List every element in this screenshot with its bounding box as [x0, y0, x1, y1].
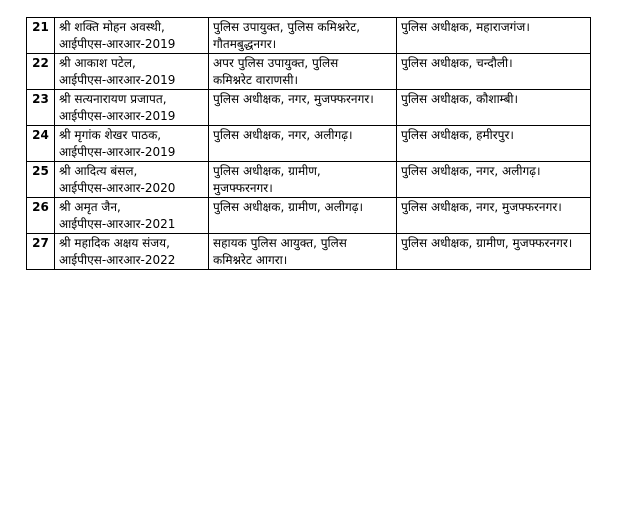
new-posting-line: पुलिस अधीक्षक, कौशाम्बी। — [401, 92, 519, 106]
officer-name: श्री शक्ति मोहन अवस्थी, — [59, 20, 165, 34]
serial-number-cell: 23 — [27, 90, 55, 126]
officer-name: श्री सत्यनारायण प्रजापत, — [59, 92, 167, 106]
officer-batch: आईपीएस-आरआर-2019 — [59, 73, 176, 87]
current-posting-line: पुलिस अधीक्षक, नगर, अलीगढ़। — [213, 128, 353, 142]
current-posting-line: पुलिस अधीक्षक, ग्रामीण, अलीगढ़। — [213, 200, 364, 214]
officer-cell — [55, 90, 209, 126]
transfer-table — [26, 17, 591, 270]
new-posting-line: पुलिस अधीक्षक, नगर, मुजफ्फरनगर। — [401, 200, 562, 214]
current-posting-cell — [209, 162, 397, 198]
officer-batch: आईपीएस-आरआर-2019 — [59, 145, 176, 159]
current-posting-cell — [209, 54, 397, 90]
new-posting-cell — [397, 126, 591, 162]
current-posting-cell — [209, 18, 397, 54]
new-posting-line: पुलिस अधीक्षक, हमीरपुर। — [401, 128, 514, 142]
officer-batch: आईपीएस-आरआर-2020 — [59, 181, 176, 195]
serial-number-cell: 21 — [27, 18, 55, 54]
serial-number-cell: 26 — [27, 198, 55, 234]
new-posting-line: पुलिस अधीक्षक, ग्रामीण, मुजफ्फरनगर। — [401, 236, 573, 250]
new-posting-cell — [397, 90, 591, 126]
current-posting-line: कमिश्नरेट आगरा। — [213, 253, 288, 267]
table-row — [27, 18, 591, 54]
current-posting-line: पुलिस अधीक्षक, नगर, मुजफ्फरनगर। — [213, 92, 374, 106]
officer-name: श्री आकाश पटेल, — [59, 56, 136, 70]
table-row — [27, 162, 591, 198]
serial-number-cell: 27 — [27, 234, 55, 270]
officer-batch: आईपीएस-आरआर-2022 — [59, 253, 176, 267]
table-row — [27, 198, 591, 234]
current-posting-line: सहायक पुलिस आयुक्त, पुलिस — [213, 236, 347, 250]
current-posting-line: अपर पुलिस उपायुक्त, पुलिस — [213, 56, 339, 70]
officer-cell — [55, 18, 209, 54]
officer-name: श्री अमृत जैन, — [59, 200, 121, 214]
officer-name: श्री मृगांक शेखर पाठक, — [59, 128, 162, 142]
new-posting-cell — [397, 198, 591, 234]
new-posting-line: पुलिस अधीक्षक, नगर, अलीगढ़। — [401, 164, 541, 178]
current-posting-line: कमिश्नरेट वाराणसी। — [213, 73, 298, 87]
new-posting-cell — [397, 54, 591, 90]
officer-name: श्री महादिक अक्षय संजय, — [59, 236, 170, 250]
serial-number-cell: 22 — [27, 54, 55, 90]
officer-cell — [55, 54, 209, 90]
current-posting-line: पुलिस उपायुक्त, पुलिस कमिश्नरेट, — [213, 20, 361, 34]
officer-batch: आईपीएस-आरआर-2019 — [59, 37, 176, 51]
new-posting-cell — [397, 162, 591, 198]
current-posting-cell — [209, 234, 397, 270]
new-posting-line: पुलिस अधीक्षक, चन्दौली। — [401, 56, 513, 70]
current-posting-cell — [209, 126, 397, 162]
new-posting-line: पुलिस अधीक्षक, महाराजगंज। — [401, 20, 530, 34]
new-posting-cell — [397, 18, 591, 54]
officer-name: श्री आदित्य बंसल, — [59, 164, 138, 178]
new-posting-cell — [397, 234, 591, 270]
serial-number-cell: 25 — [27, 162, 55, 198]
current-posting-cell — [209, 90, 397, 126]
table-row — [27, 90, 591, 126]
table-row — [27, 126, 591, 162]
officer-cell — [55, 234, 209, 270]
current-posting-cell — [209, 198, 397, 234]
current-posting-line: पुलिस अधीक्षक, ग्रामीण, — [213, 164, 321, 178]
officer-batch: आईपीएस-आरआर-2019 — [59, 109, 176, 123]
current-posting-line: मुजफ्फरनगर। — [213, 181, 273, 195]
table-row — [27, 54, 591, 90]
current-posting-line: गौतमबुद्धनगर। — [213, 37, 277, 51]
officer-cell — [55, 162, 209, 198]
serial-number-cell: 24 — [27, 126, 55, 162]
officer-batch: आईपीएस-आरआर-2021 — [59, 217, 176, 231]
officer-cell — [55, 198, 209, 234]
table-row — [27, 234, 591, 270]
transfer-table-body — [27, 18, 591, 270]
officer-cell — [55, 126, 209, 162]
